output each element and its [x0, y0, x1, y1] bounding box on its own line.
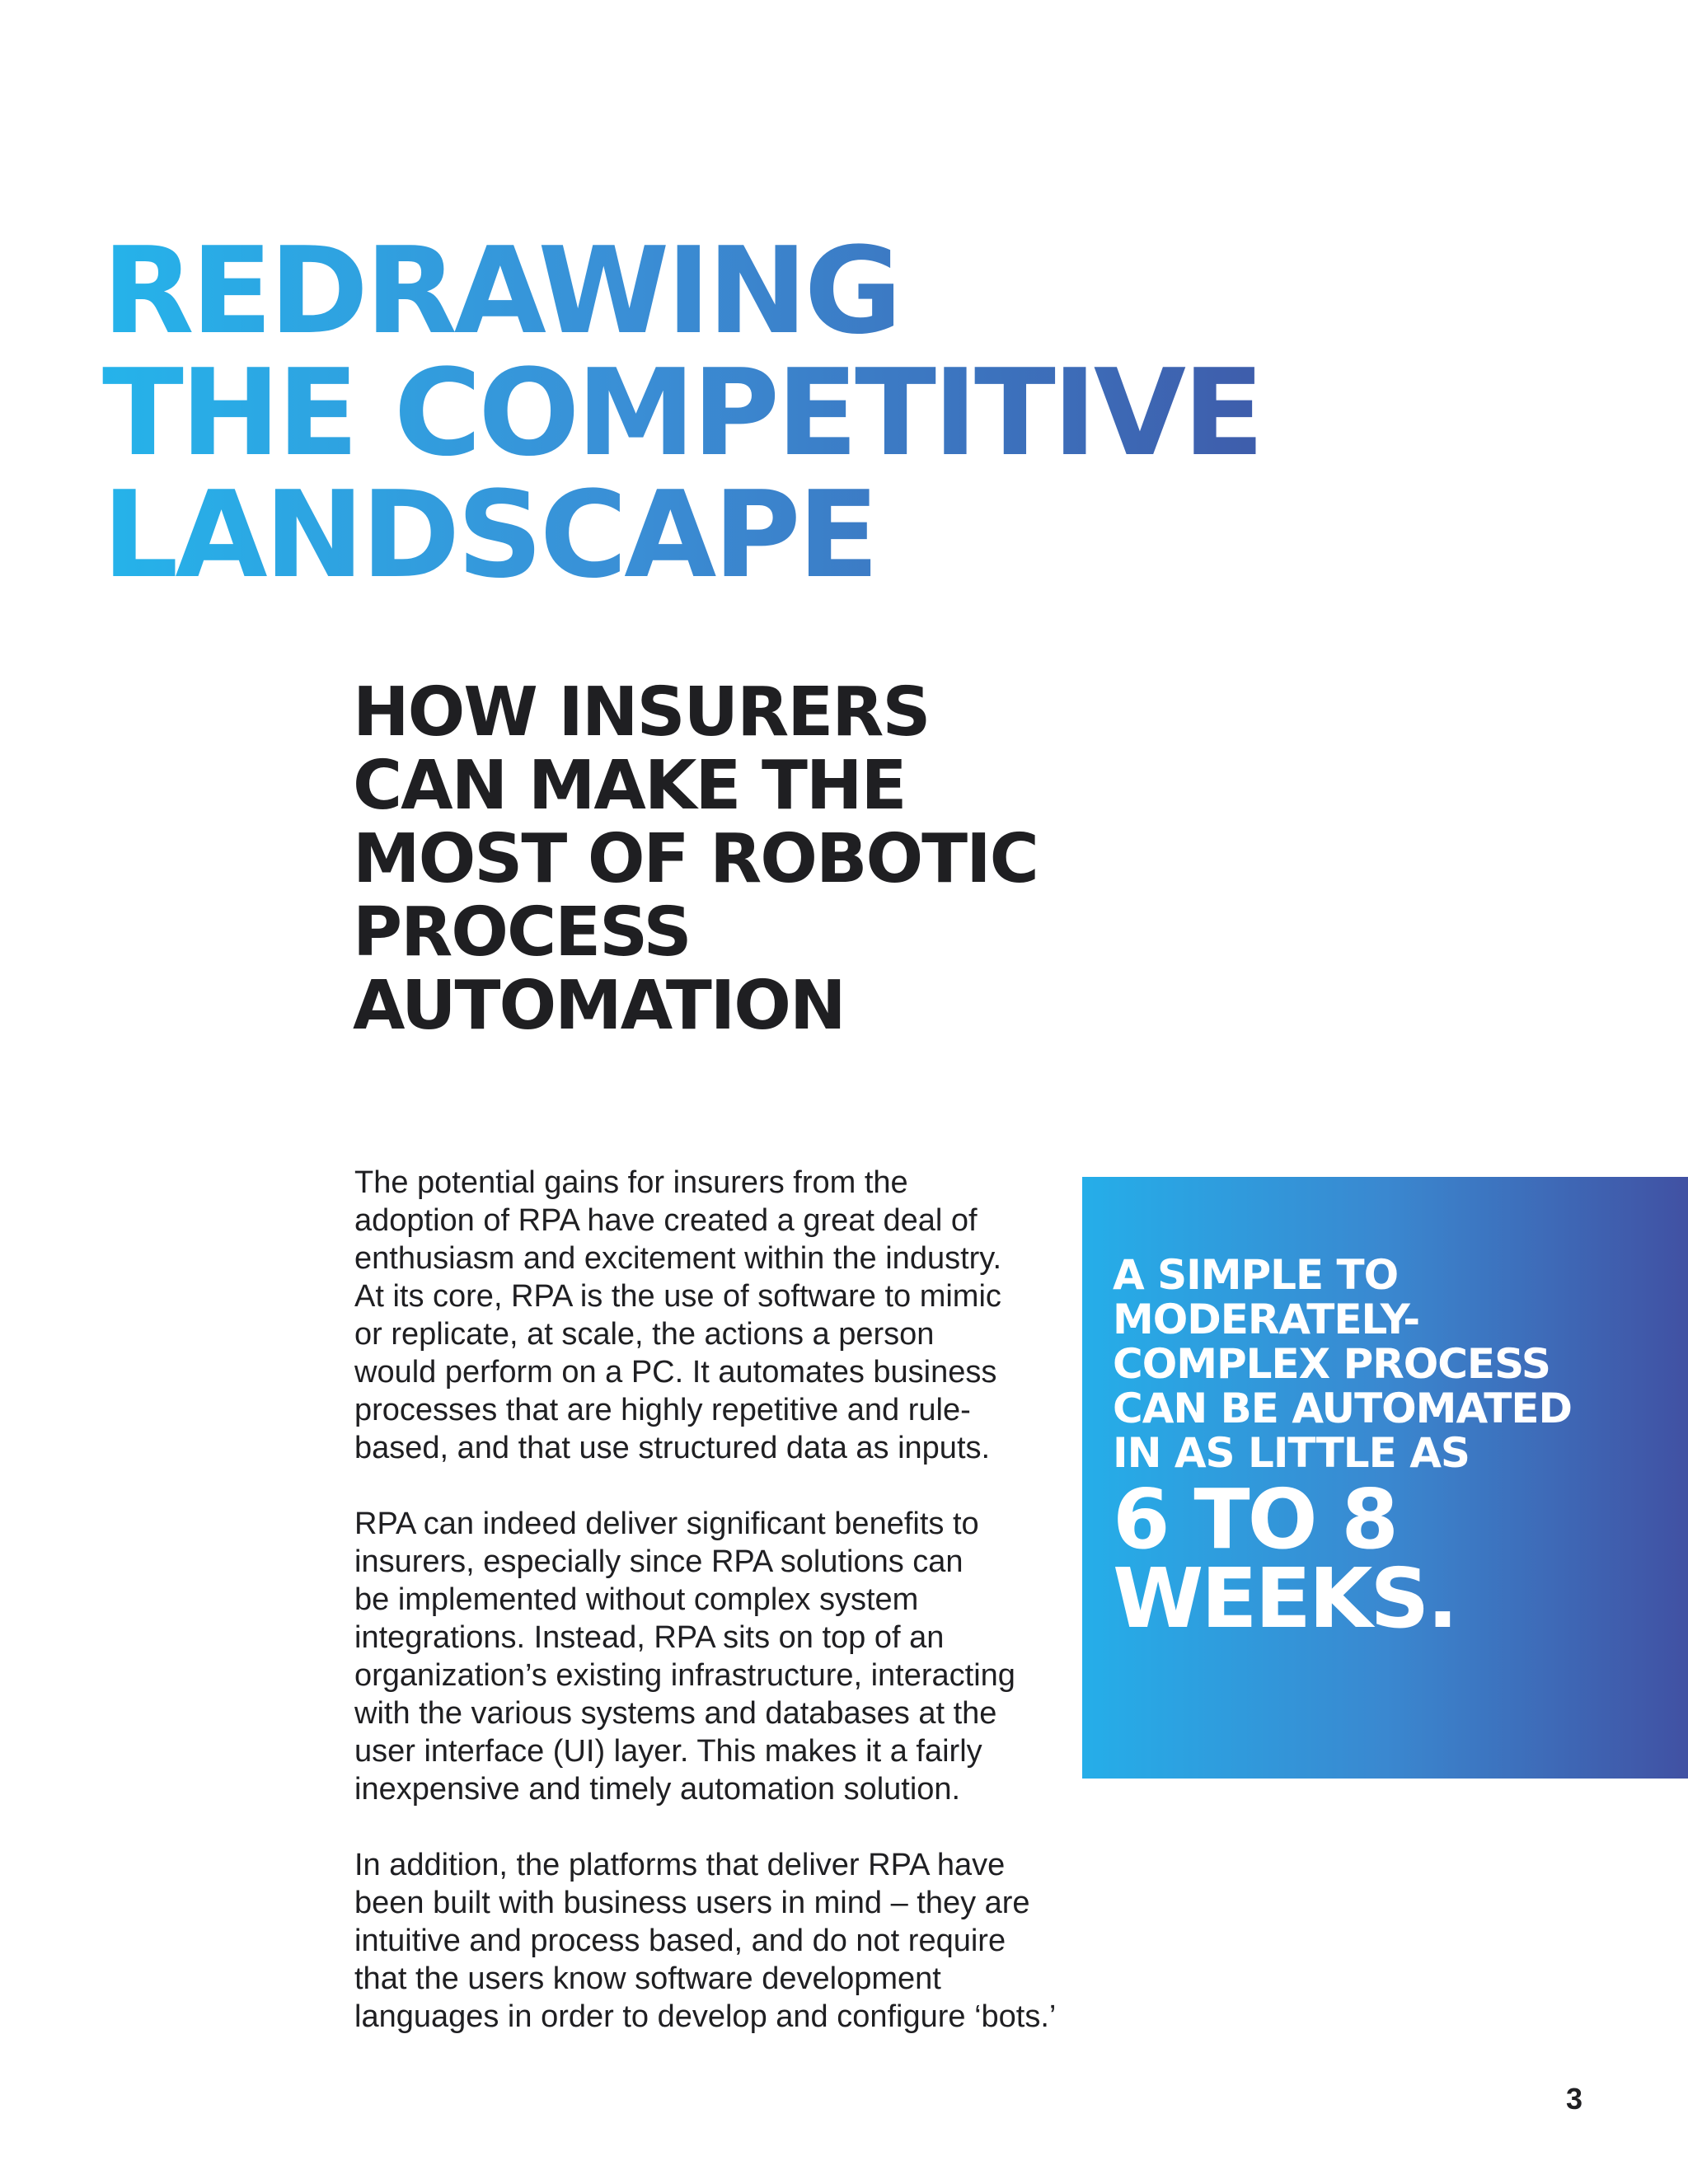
- title-line: LANDSCAPE: [102, 466, 876, 605]
- paragraph-intro: [354, 1164, 1080, 1467]
- page-title: [102, 222, 1262, 605]
- text-line: with the various systems and databases at the: [354, 1696, 997, 1731]
- title-line: THE COMPETITIVE: [102, 344, 1262, 483]
- text-line: been built with business users in mind – they are: [354, 1886, 1030, 1920]
- text-line: insurers, especially since RPA solutions can: [354, 1544, 964, 1579]
- callout-line: MODERATELY-: [1113, 1296, 1420, 1343]
- subtitle-line: PROCESS: [353, 893, 691, 972]
- callout-line: IN AS LITTLE AS: [1113, 1429, 1470, 1477]
- text-line: adoption of RPA have created a great deal of: [354, 1203, 978, 1238]
- text-line: or replicate, at scale, the actions a person: [354, 1317, 935, 1352]
- text-line: that the users know software development: [354, 1961, 941, 1996]
- subtitle-line: AUTOMATION: [353, 967, 845, 1045]
- title-line: REDRAWING: [102, 222, 899, 361]
- section-subtitle: [353, 673, 1038, 1045]
- callout-line: CAN BE AUTOMATED: [1113, 1385, 1573, 1432]
- subtitle-line: CAN MAKE THE: [353, 747, 906, 825]
- page-number: 3: [1566, 2082, 1583, 2116]
- callout-line: COMPLEX PROCESS: [1113, 1340, 1550, 1388]
- paragraph-benefits: [354, 1505, 1080, 1808]
- text-line: At its core, RPA is the use of software to mimic: [354, 1279, 1001, 1314]
- text-line: processes that are highly repetitive and rule-: [354, 1393, 971, 1427]
- text-line: The potential gains for insurers from the: [354, 1165, 908, 1200]
- text-line: would perform on a PC. It automates business: [354, 1355, 997, 1390]
- text-line: organization’s existing infrastructure, interacting: [354, 1658, 1015, 1693]
- subtitle-line: MOST OF ROBOTIC: [353, 820, 1038, 898]
- callout-box: [1082, 1177, 1688, 1779]
- text-line: intuitive and process based, and do not require: [354, 1924, 1006, 1958]
- text-line: In addition, the platforms that deliver RPA have: [354, 1848, 1006, 1882]
- text-line: languages in order to develop and configure ‘bots.’: [354, 1999, 1057, 2034]
- paragraph-platforms: [354, 1846, 1080, 2036]
- text-line: integrations. Instead, RPA sits on top of an: [354, 1620, 945, 1655]
- callout-highlight-line: 6 TO 8: [1113, 1471, 1397, 1568]
- callout-highlight: [1113, 1471, 1456, 1647]
- text-line: based, and that use structured data as inputs.: [354, 1431, 991, 1465]
- callout-text: [1113, 1253, 1572, 1475]
- callout-highlight-line: WEEKS.: [1113, 1550, 1456, 1647]
- text-line: be implemented without complex system: [354, 1582, 919, 1617]
- text-line: user interface (UI) layer. This makes it a fairly: [354, 1734, 982, 1769]
- text-line: RPA can indeed deliver significant benefits to: [354, 1507, 979, 1541]
- text-line: inexpensive and timely automation solution.: [354, 1772, 961, 1807]
- body-text: [354, 1164, 1080, 2074]
- subtitle-line: HOW INSURERS: [353, 673, 930, 752]
- callout-line: A SIMPLE TO: [1113, 1251, 1399, 1299]
- text-line: enthusiasm and excitement within the industry.: [354, 1241, 1002, 1276]
